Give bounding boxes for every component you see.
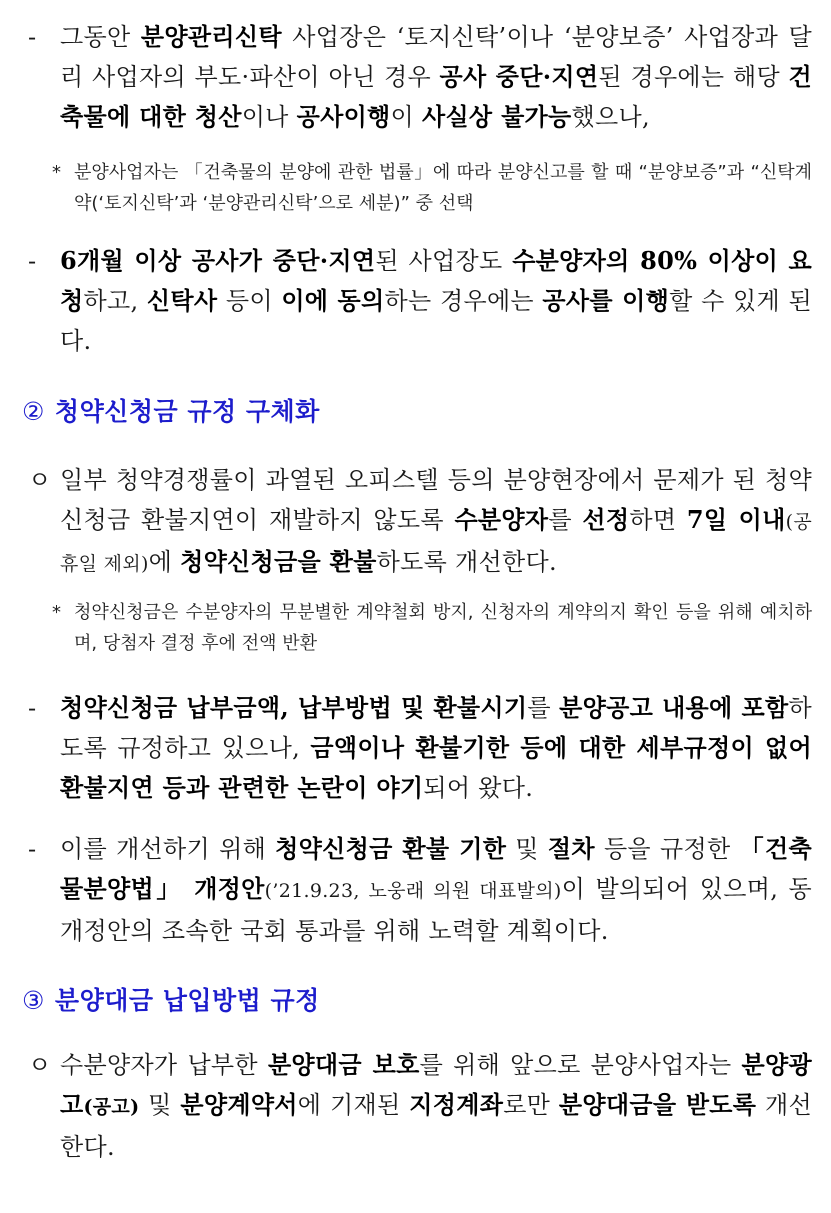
paragraph-payment-account: [28, 1045, 812, 1167]
emphasized-text: 7일 이내: [686, 505, 786, 534]
paragraph-trust-site: [28, 17, 812, 137]
text-run: 사업장은 ‘토지신탁’이나 ‘분양보증’ 사업장과 달리 사업자의 부도·파산이 아닌 경우: [60, 23, 812, 91]
emphasized-text: (공고): [83, 1096, 140, 1118]
text-run: 하도록 개선한다.: [376, 548, 557, 576]
emphasized-text: 금액이나 환불기한 등에 대한 세부규정이 없어 환불지연 등과 관련한 논란이 야기: [60, 733, 812, 802]
section-title: 분양대금 납입방법 규정: [54, 986, 320, 1015]
emphasized-text: 신탁사: [146, 286, 218, 315]
emphasized-text: 공사이행: [296, 102, 391, 131]
text-run: (공휴일 제외): [60, 511, 812, 575]
text-run: 이나: [241, 103, 297, 131]
footnote-text: 분양사업자는 「건축물의 분양에 관한 법률」에 따라 분양신고를 할 때 “분양보증”과 “신탁계약(‘토지신탁’과 ‘분양관리신탁’으로 세분)” 중 선택: [74, 162, 812, 214]
emphasized-text: 지정계좌: [409, 1090, 504, 1119]
text-run: 일부 청약경쟁률이 과열된 오피스텔 등의 분양현장에서 문제가 된 청약신청금 환불지연이 재발하지 않도록: [60, 466, 812, 534]
emphasized-text: 공사 중단·지연: [439, 62, 599, 91]
text-run: 수분양자가 납부한: [60, 1051, 268, 1079]
section-number: ②: [22, 397, 45, 426]
text-run: 이를 개선하기 위해: [60, 835, 276, 863]
footnote-deposit: [52, 597, 812, 659]
footnote-sales-report: [52, 157, 812, 219]
emphasized-text: 절차: [547, 834, 595, 863]
paragraph-text: [60, 829, 812, 951]
text-run: 이: [390, 103, 422, 131]
text-run: 되어 왔다.: [423, 774, 534, 802]
circle-bullet: ㅇ: [28, 1051, 52, 1079]
text-run: 하도록 규정하고 있으나,: [60, 694, 812, 762]
emphasized-text: 선정: [582, 505, 630, 534]
section-heading-3: [22, 983, 320, 1019]
paragraph-construction-delay: [28, 241, 812, 361]
emphasized-text: 이에 동의: [281, 286, 385, 315]
text-run: 등이: [217, 287, 282, 315]
emphasized-text: 분양계약서: [180, 1090, 298, 1119]
emphasized-text: 분양광고: [60, 1050, 812, 1119]
text-run: 를: [548, 506, 583, 534]
text-run: 개선한다.: [60, 1091, 813, 1161]
text-run: 를 위해 앞으로 분양사업자는: [419, 1051, 742, 1079]
footnote-text: 청약신청금은 수분양자의 무분별한 계약철회 방지, 신청자의 계약의지 확인 등을 위해 예치하며, 당첨자 결정 후에 전액 반환: [74, 602, 812, 654]
emphasized-text: 분양공고 내용에 포함: [559, 693, 789, 722]
text-run: 등을 규정한: [594, 835, 740, 863]
emphasized-text: 청약신청금 납부금액, 납부방법 및 환불시기: [60, 693, 528, 722]
paragraph-current-rule: [28, 688, 812, 808]
circle-bullet: ㅇ: [28, 466, 52, 494]
text-run: 를: [527, 694, 560, 722]
text-run: 하면: [629, 506, 687, 534]
emphasized-text: 분양대금을 받도록: [558, 1090, 757, 1119]
text-run: 그동안: [60, 23, 141, 51]
text-run: 및: [139, 1091, 181, 1119]
emphasized-text: 분양관리신탁: [140, 22, 282, 51]
text-run: 했으나,: [571, 103, 650, 131]
text-run: 된 사업장도: [375, 247, 513, 275]
text-run: 에: [148, 548, 181, 576]
emphasized-text: 6개월 이상 공사가 중단·지연: [60, 246, 376, 275]
dash-bullet: -: [28, 247, 37, 275]
dash-bullet: -: [28, 694, 37, 722]
paragraph-amendment: [28, 829, 812, 951]
section-title: 청약신청금 규정 구체화: [54, 397, 320, 426]
emphasized-text: 청약신청금을 환불: [180, 547, 377, 576]
paragraph-text: [60, 17, 812, 137]
emphasized-text: 청약신청금 환불 기한: [275, 834, 507, 863]
text-run: 할 수 있게 된다.: [60, 287, 813, 355]
text-run: 하고,: [83, 287, 147, 315]
emphasized-text: 분양대금 보호: [267, 1050, 420, 1079]
emphasized-text: 수분양자: [454, 505, 549, 534]
paragraph-text: [60, 688, 812, 808]
asterisk-bullet: *: [52, 602, 61, 623]
dash-bullet: -: [28, 835, 37, 863]
asterisk-bullet: *: [52, 162, 61, 183]
paragraph-text: [60, 460, 812, 584]
emphasized-text: 수분양자의 80% 이상이 요청: [60, 246, 813, 315]
paragraph-text: [60, 1045, 812, 1167]
emphasized-text: 공사를 이행: [542, 286, 670, 315]
paragraph-refund-deadline: [28, 460, 812, 584]
text-run: 로만: [503, 1091, 559, 1119]
emphasized-text: 「건축물분양법」 개정안: [60, 834, 812, 903]
text-run: 된 경우에는 해당: [598, 63, 789, 91]
text-run: (’21.9.23, 노웅래 의원 대표발의): [264, 880, 562, 902]
section-heading-2: [22, 394, 320, 430]
text-run: 에 기재된: [297, 1091, 410, 1119]
text-run: 이 발의되어 있으며, 동 개정안의 조속한 국회 통과를 위해 노력할 계획이다.: [60, 875, 812, 945]
text-run: 및: [506, 835, 548, 863]
paragraph-text: [60, 241, 812, 361]
section-number: ③: [22, 986, 45, 1015]
dash-bullet: -: [28, 23, 37, 51]
emphasized-text: 건축물에 대한 청산: [60, 62, 812, 131]
text-run: 하는 경우에는: [384, 287, 543, 315]
emphasized-text: 사실상 불가능: [421, 102, 572, 131]
